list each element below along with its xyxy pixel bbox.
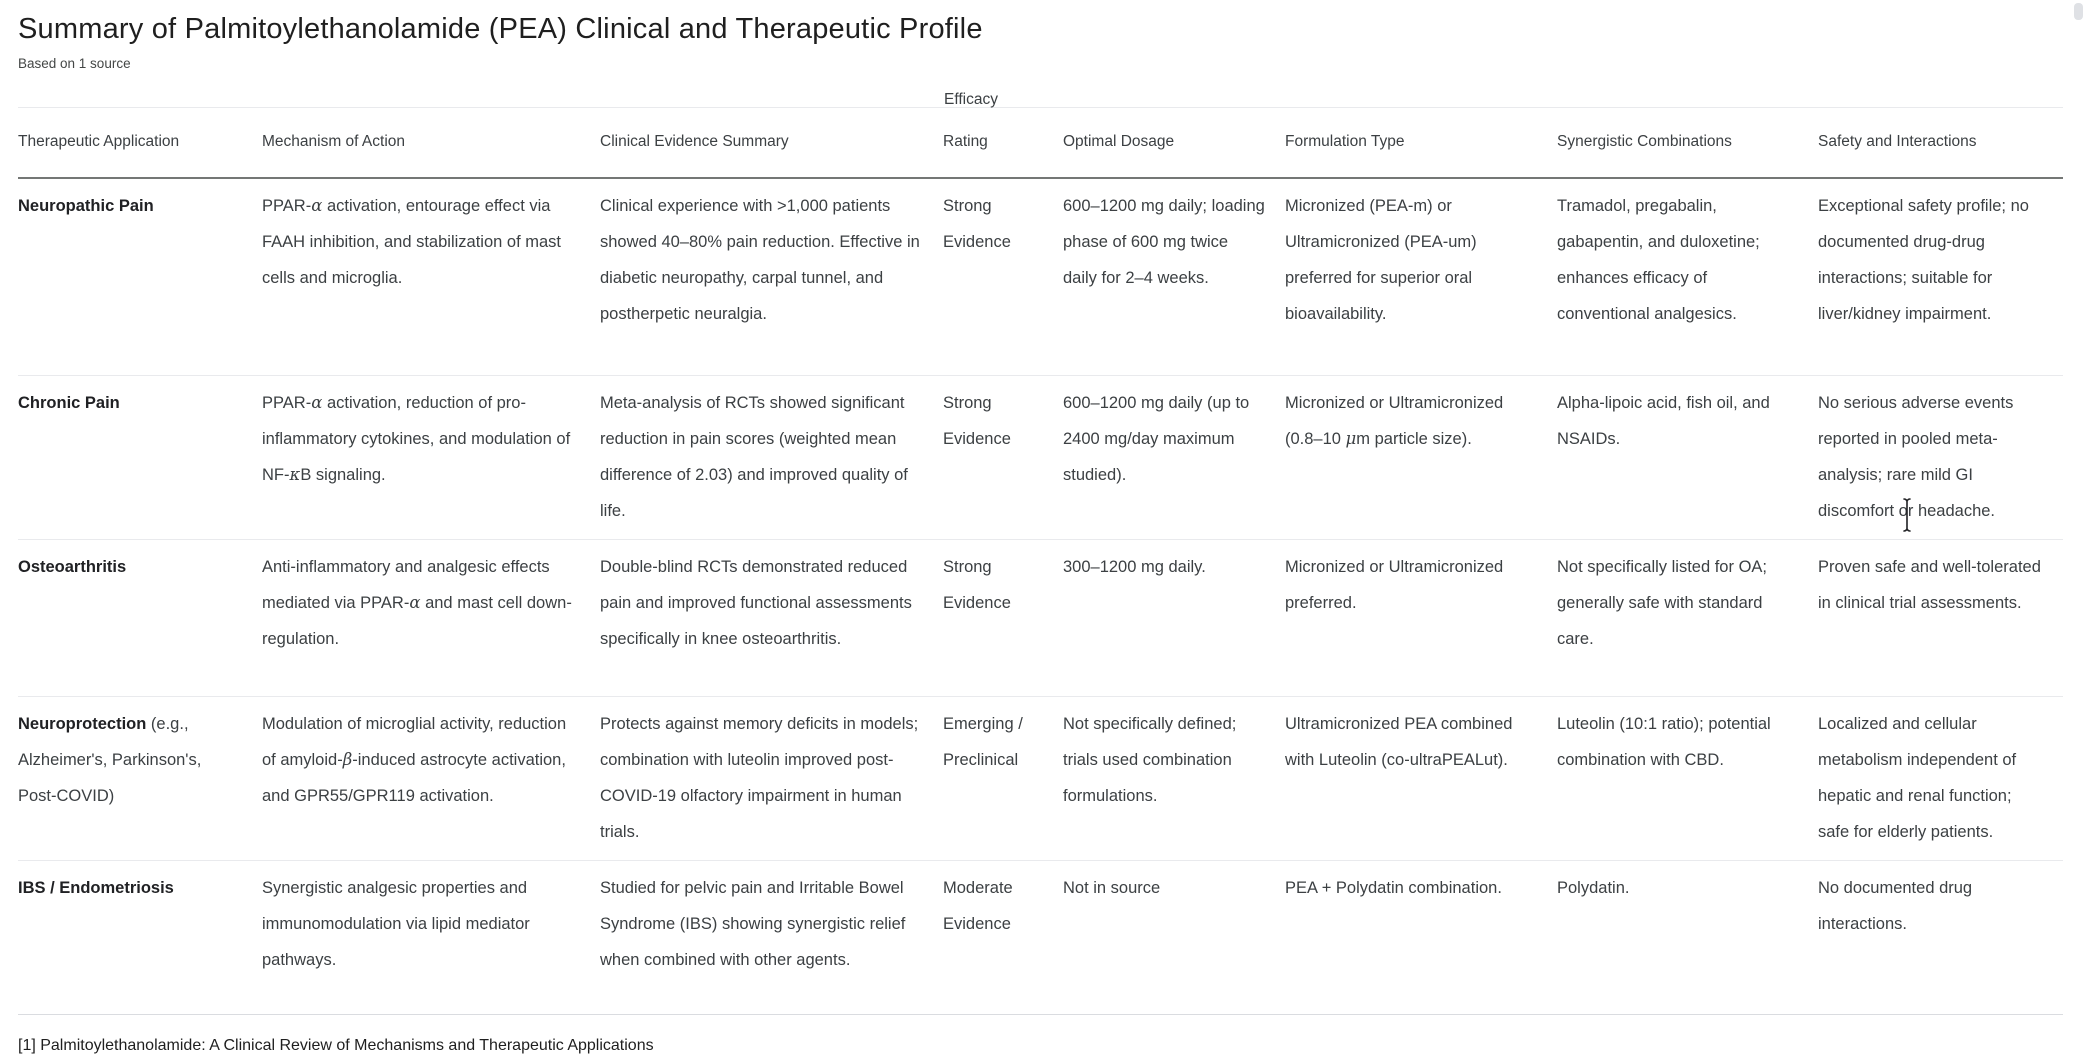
cell-rating: Strong Evidence bbox=[943, 376, 1063, 540]
summary-table bbox=[18, 91, 2063, 1015]
summary-table-container bbox=[18, 91, 2067, 1015]
cell-formulation: PEA + Polydatin combination. bbox=[1285, 861, 1557, 1015]
cell-mechanism: Synergistic analgesic properties and immunomodulation via lipid mediator pathways. bbox=[262, 861, 600, 1015]
cell-rating: Strong Evidence bbox=[943, 540, 1063, 697]
cell-synergy: Tramadol, pregabalin, gabapentin, and duloxetine; enhances efficacy of conventional analgesics. bbox=[1557, 178, 1818, 376]
scrollbar-thumb[interactable] bbox=[2074, 3, 2083, 20]
cell-rating: Strong Evidence bbox=[943, 178, 1063, 376]
table-row bbox=[18, 376, 2063, 540]
column-header-efficacy-rating bbox=[943, 91, 1063, 178]
cell-rating: Moderate Evidence bbox=[943, 861, 1063, 1015]
column-header-therapeutic-application: Therapeutic Application bbox=[18, 108, 262, 178]
cell-mechanism: PPAR-α activation, entourage effect via FAAH inhibition, and stabilization of mast cells and microglia. bbox=[262, 178, 600, 376]
application-suffix: (e.g., Alzheimer's, Parkinson's, Post-COVID) bbox=[18, 715, 202, 805]
table-row bbox=[18, 178, 2063, 376]
column-header-safety-and-interactions: Safety and Interactions bbox=[1818, 108, 2063, 178]
cell-therapeutic-application bbox=[18, 376, 262, 540]
application-name: Neuroprotection bbox=[18, 715, 147, 733]
cell-dosage: Not in source bbox=[1063, 861, 1285, 1015]
column-header-mechanism-of-action: Mechanism of Action bbox=[262, 108, 600, 178]
cell-dosage: Not specifically defined; trials used combination formulations. bbox=[1063, 697, 1285, 861]
cell-clinical-evidence: Clinical experience with >1,000 patients showed 40–80% pain reduction. Effective in diabetic neuropathy, carpal tunnel, and postherpetic neuralgia. bbox=[600, 178, 943, 376]
table-row bbox=[18, 540, 2063, 697]
cell-formulation: Ultramicronized PEA combined with Luteolin (co-ultraPEALut). bbox=[1285, 697, 1557, 861]
cell-mechanism: Modulation of microglial activity, reduction of amyloid-β-induced astrocyte activation, and GPR55/GPR119 activation. bbox=[262, 697, 600, 861]
cell-clinical-evidence: Double-blind RCTs demonstrated reduced pain and improved functional assessments specifically in knee osteoarthritis. bbox=[600, 540, 943, 697]
cell-clinical-evidence: Studied for pelvic pain and Irritable Bowel Syndrome (IBS) showing synergistic relief when combined with other agents. bbox=[600, 861, 943, 1015]
clipped-header-word: Efficacy bbox=[944, 91, 998, 108]
text-cursor-icon bbox=[1901, 498, 1913, 532]
cell-formulation: Micronized (PEA-m) or Ultramicronized (PEA-um) preferred for superior oral bioavailability. bbox=[1285, 178, 1557, 376]
cell-clinical-evidence: Meta-analysis of RCTs showed significant reduction in pain scores (weighted mean difference of 2.03) and improved quality of life. bbox=[600, 376, 943, 540]
table-row bbox=[18, 861, 2063, 1015]
cell-mechanism: Anti-inflammatory and analgesic effects mediated via PPAR-α and mast cell down-regulation. bbox=[262, 540, 600, 697]
cell-synergy: Polydatin. bbox=[1557, 861, 1818, 1015]
table-header-row bbox=[18, 108, 2063, 178]
cell-synergy: Luteolin (10:1 ratio); potential combination with CBD. bbox=[1557, 697, 1818, 861]
cell-safety: Localized and cellular metabolism independent of hepatic and renal function; safe for elderly patients. bbox=[1818, 697, 2063, 861]
page-title: Summary of Palmitoylethanolamide (PEA) Clinical and Therapeutic Profile bbox=[18, 13, 983, 45]
column-header-optimal-dosage: Optimal Dosage bbox=[1063, 108, 1285, 178]
cell-dosage: 600–1200 mg daily; loading phase of 600 mg twice daily for 2–4 weeks. bbox=[1063, 178, 1285, 376]
cell-rating: Emerging / Preclinical bbox=[943, 697, 1063, 861]
cell-formulation: Micronized or Ultramicronized preferred. bbox=[1285, 540, 1557, 697]
cell-mechanism: PPAR-α activation, reduction of pro-inflammatory cytokines, and modulation of NF-κB signaling. bbox=[262, 376, 600, 540]
cell-therapeutic-application bbox=[18, 178, 262, 376]
application-name: Neuropathic Pain bbox=[18, 196, 154, 215]
cell-dosage: 600–1200 mg daily (up to 2400 mg/day maximum studied). bbox=[1063, 376, 1285, 540]
application-name: Osteoarthritis bbox=[18, 558, 127, 576]
cell-dosage: 300–1200 mg daily. bbox=[1063, 540, 1285, 697]
table-row bbox=[18, 697, 2063, 861]
source-count-label: Based on 1 source bbox=[18, 56, 131, 71]
cell-therapeutic-application bbox=[18, 540, 262, 697]
cell-therapeutic-application bbox=[18, 697, 262, 861]
column-header-clinical-evidence-summary: Clinical Evidence Summary bbox=[600, 108, 943, 178]
column-header-synergistic-combinations: Synergistic Combinations bbox=[1557, 108, 1818, 178]
cell-therapeutic-application bbox=[18, 861, 262, 1015]
application-name: Chronic Pain bbox=[18, 394, 120, 412]
rating-header-label: Rating bbox=[943, 133, 988, 151]
cell-synergy: Not specifically listed for OA; generally safe with standard care. bbox=[1557, 540, 1818, 697]
application-name: IBS / Endometriosis bbox=[18, 879, 174, 897]
cell-safety: No serious adverse events reported in pooled meta-analysis; rare mild GI discomfort or headache. bbox=[1818, 376, 2063, 540]
cell-synergy: Alpha-lipoic acid, fish oil, and NSAIDs. bbox=[1557, 376, 1818, 540]
cell-safety: No documented drug interactions. bbox=[1818, 861, 2063, 1015]
cell-clinical-evidence: Protects against memory deficits in models; combination with luteolin improved post-COVID-19 olfactory impairment in human trials. bbox=[600, 697, 943, 861]
source-footnote: [1] Palmitoylethanolamide: A Clinical Review of Mechanisms and Therapeutic Applications bbox=[18, 1037, 654, 1054]
cell-safety: Exceptional safety profile; no documented drug-drug interactions; suitable for liver/kidney impairment. bbox=[1818, 178, 2063, 376]
column-header-formulation-type: Formulation Type bbox=[1285, 108, 1557, 178]
page-header bbox=[0, 0, 2085, 71]
cell-safety: Proven safe and well-tolerated in clinical trial assessments. bbox=[1818, 540, 2063, 697]
cell-formulation: Micronized or Ultramicronized (0.8–10 μm particle size). bbox=[1285, 376, 1557, 540]
